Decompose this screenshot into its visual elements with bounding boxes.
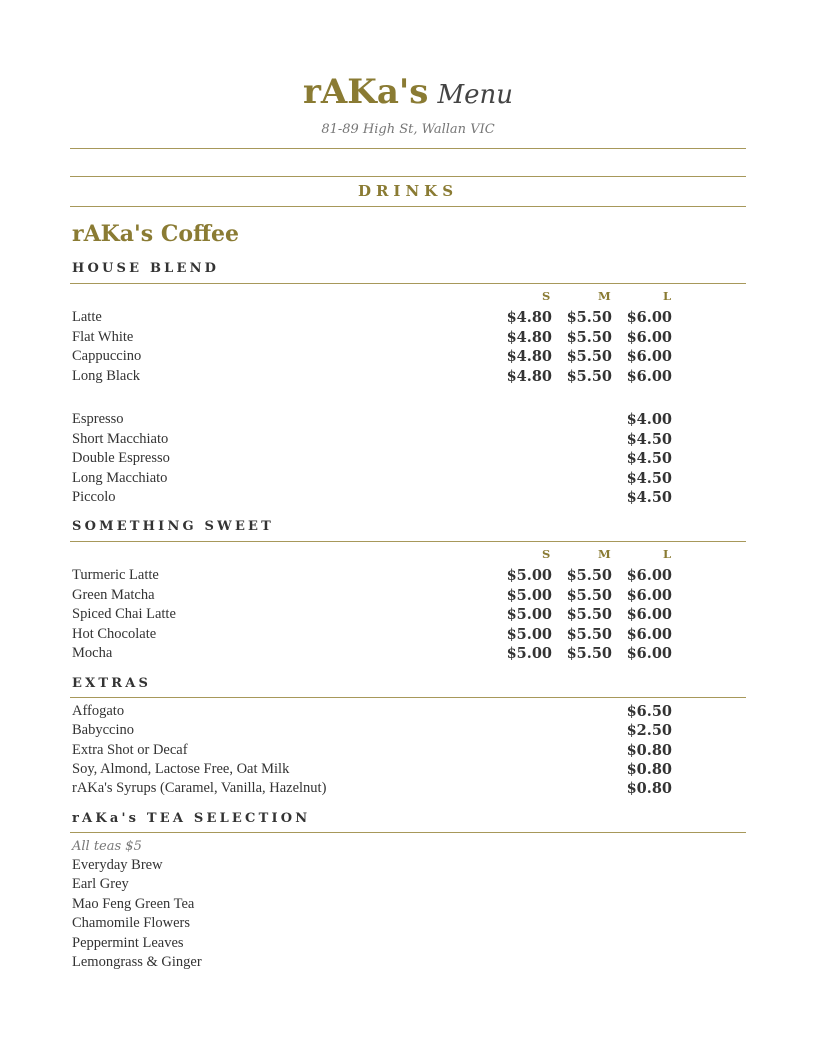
item-name: Extra Shot or Decaf [72,741,188,758]
size-large-label: L [663,547,672,561]
item-name: Everyday Brew [72,857,163,873]
divider [70,176,746,177]
size-small-label: S [542,289,551,303]
menu-item-row [72,780,672,799]
item-name: Mao Feng Green Tea [72,895,195,912]
price-small: $5.00 [506,586,552,604]
divider [70,283,746,284]
menu-item-row [72,645,672,664]
section-title: DRINKS [357,182,459,200]
menu-item-row [72,348,672,367]
tea-price-note: All teas $5 [72,839,142,854]
coffee-title: rAKa's Coffee [72,221,240,247]
item-name: Short Macchiato [72,430,169,447]
size-large-label: L [663,289,672,303]
menu-header [0,72,816,112]
menu-item-row [72,954,672,973]
menu-item-row [72,450,672,469]
price-medium: $5.50 [566,625,612,643]
price: $4.50 [626,469,672,487]
divider [70,148,746,149]
item-name: Double Espresso [72,450,170,466]
price-small: $5.00 [506,606,552,623]
price-large: $6.00 [626,606,672,623]
price-medium: $5.50 [566,606,612,623]
price-small: $4.80 [506,309,552,326]
price-small: $4.80 [506,348,552,365]
item-name: Spiced Chai Latte [72,606,176,622]
menu-item-row [72,411,672,430]
divider [70,541,746,542]
item-name: Earl Grey [72,876,129,893]
price: $6.50 [626,703,672,720]
menu-item-row [72,587,672,606]
item-name: rAKa's Syrups (Caramel, Vanilla, Hazelnut) [72,780,327,797]
item-name: Green Matcha [72,586,155,603]
menu-item-row [72,742,672,761]
price-medium: $5.50 [566,645,612,662]
item-name: Cappuccino [72,348,142,364]
price-medium: $5.50 [566,567,612,584]
price: $4.00 [626,411,672,428]
price: $2.50 [626,722,672,740]
item-name: Chamomile Flowers [72,915,191,932]
divider [70,832,746,833]
something-sweet-heading: SOMETHING SWEET [72,519,275,534]
item-name: Babyccino [72,722,135,739]
divider [70,697,746,698]
menu-item-row [72,329,672,348]
item-name: Mocha [72,645,113,661]
item-name: Affogato [72,703,125,719]
price-large: $6.00 [626,586,672,604]
price-medium: $5.50 [566,348,612,365]
price: $0.80 [626,760,672,778]
price: $0.80 [626,780,672,798]
price-large: $6.00 [626,309,672,326]
menu-item-row [72,722,672,741]
price-small: $5.00 [506,645,552,662]
price-small: $5.00 [506,625,552,643]
item-name: Soy, Almond, Lactose Free, Oat Milk [72,760,290,777]
size-medium-label: M [598,547,611,561]
size-small-label: S [542,547,551,561]
menu-item-row [72,703,672,722]
menu-item-row [72,876,672,895]
item-name: Lemongrass & Ginger [72,954,202,970]
price-small: $5.00 [506,567,552,584]
price-medium: $5.50 [566,309,612,326]
price-large: $6.00 [626,348,672,365]
price-medium: $5.50 [566,367,612,385]
menu-word: Menu [437,80,514,110]
menu-item-row [72,606,672,625]
item-name: Peppermint Leaves [72,934,184,951]
price-small: $4.80 [506,367,552,385]
price: $4.50 [626,489,672,506]
menu-item-row [72,309,672,328]
brand-name: rAKa's [302,72,429,112]
menu-item-row [72,489,672,508]
tea-heading: rAKa's TEA SELECTION [72,811,311,826]
address: 81-89 High St, Wallan VIC [321,122,495,137]
price-medium: $5.50 [566,328,612,346]
menu-item-row [72,857,672,876]
price-large: $6.00 [626,625,672,643]
menu-item-row [72,368,672,387]
item-name: Latte [72,309,102,325]
item-name: Hot Chocolate [72,625,157,642]
price: $0.80 [626,741,672,759]
menu-item-row [72,761,672,780]
price-medium: $5.50 [566,586,612,604]
menu-item-row [72,567,672,586]
divider [70,206,746,207]
price-large: $6.00 [626,645,672,662]
price: $4.50 [626,450,672,467]
price: $4.50 [626,430,672,448]
price-small: $4.80 [506,328,552,346]
size-medium-label: M [598,289,611,303]
menu-item-row [72,896,672,915]
menu-item-row [72,626,672,645]
price-large: $6.00 [626,567,672,584]
extras-heading: EXTRAS [72,676,152,691]
price-large: $6.00 [626,328,672,346]
item-name: Turmeric Latte [72,567,159,583]
item-name: Espresso [72,411,124,427]
item-name: Long Black [72,367,141,384]
menu-item-row [72,431,672,450]
item-name: Piccolo [72,489,116,505]
house-blend-heading: HOUSE BLEND [72,261,220,276]
menu-item-row [72,935,672,954]
price-large: $6.00 [626,367,672,385]
item-name: Long Macchiato [72,469,168,486]
menu-item-row [72,915,672,934]
menu-item-row [72,470,672,489]
item-name: Flat White [72,328,134,345]
